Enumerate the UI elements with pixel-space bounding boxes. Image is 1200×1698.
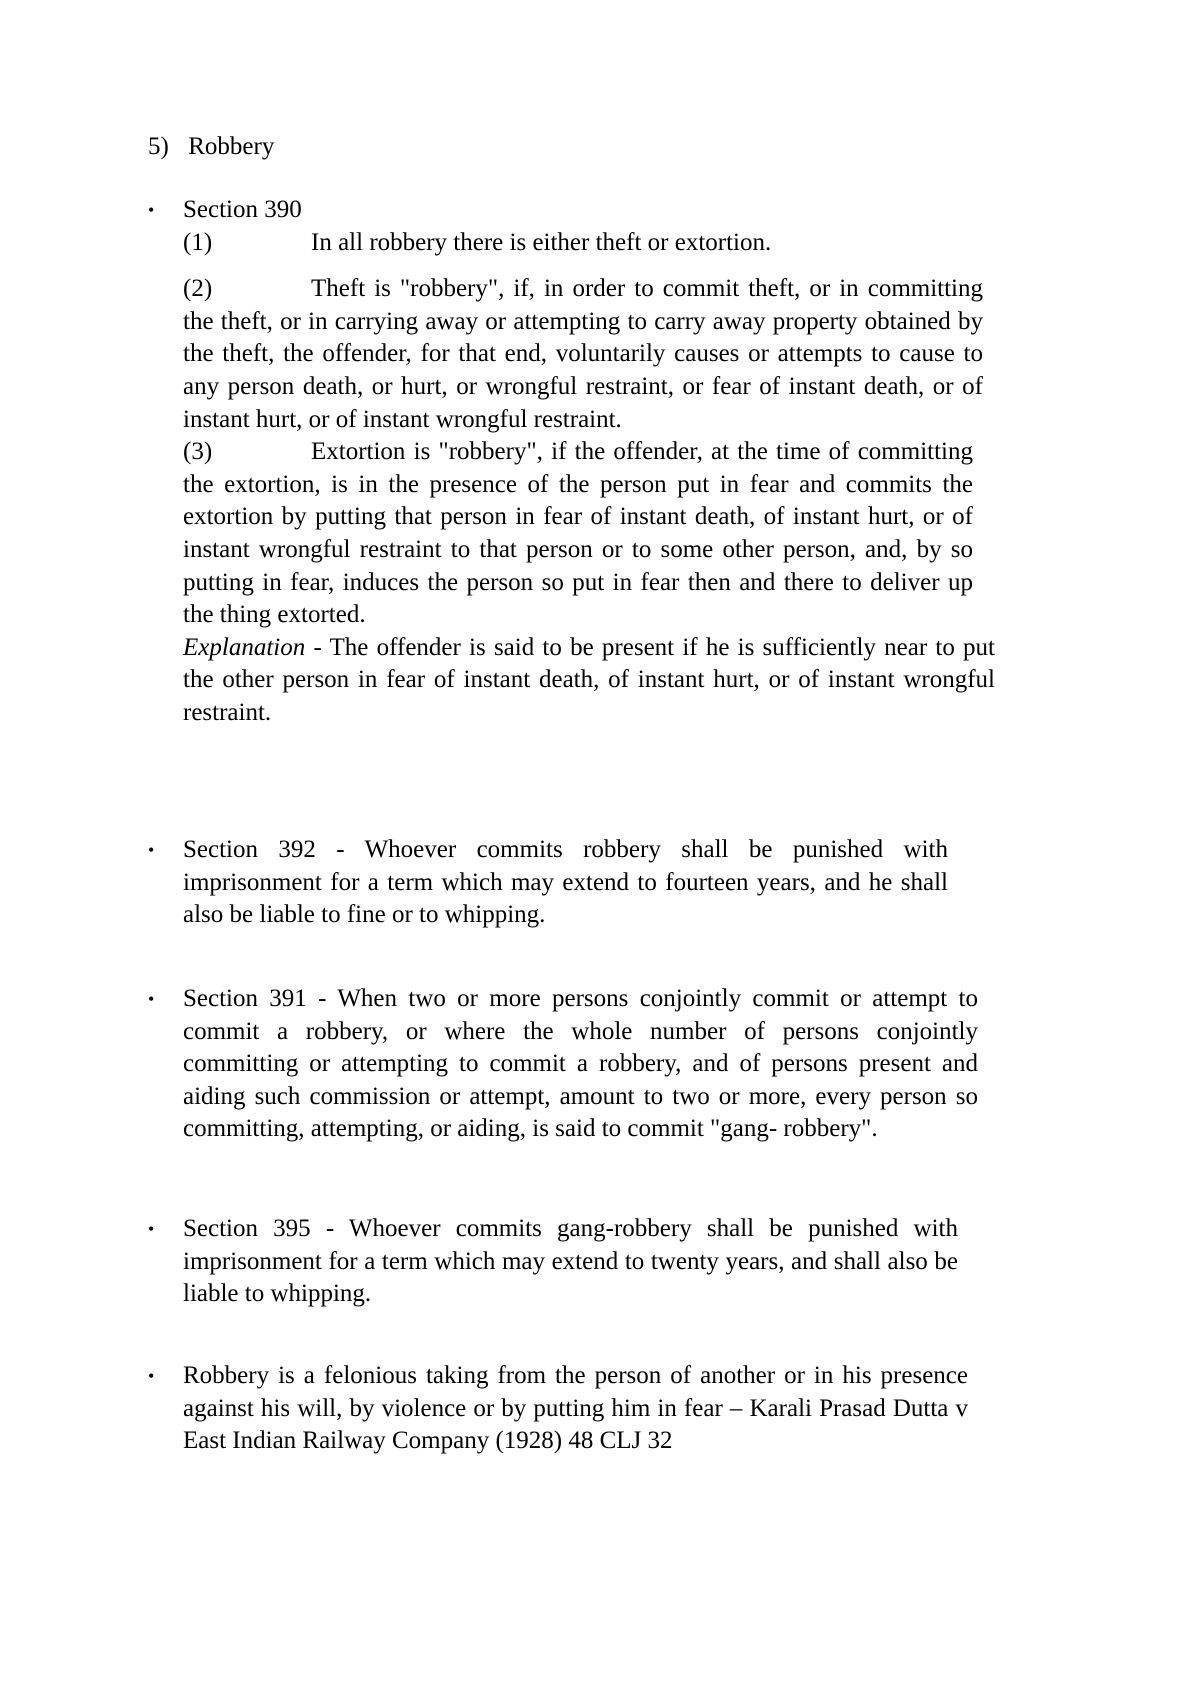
explanation-text: - The offender is said to be present if he is sufficiently near to put the other person in fear of instant death, of instant hurt, or of instant wrongful restraint. [183, 633, 995, 726]
section-391-text: Section 391 - When two or more persons conjointly commit or attempt to commit a robbery, or where the whole number of persons conjointly committing or attempting to commit a robbery, and of persons present and aiding such commission or attempt, amount to two or more, every person so committing, attempting, or aiding, is said to commit "gang- robbery". [183, 985, 978, 1143]
case-note-text: Robbery is a felonious taking from the person of another or in his presence against his will, by violence or by putting him in fear – Karali Prasad Dutta v East Indian Railway Company (1928) 48 CLJ 32 [183, 1362, 968, 1455]
bullet-icon: • [148, 200, 155, 220]
section-390-block [183, 194, 995, 730]
heading-number: 5) [148, 133, 169, 160]
clause-2-text: Theft is "robbery", if, in order to commit theft, or in committing the theft, or in carrying away or attempting to carry away property obtained by the theft, the offender, for that end, voluntarily causes or attempts to cause to any person death, or hurt, or wrongful restraint, or fear of instant death, or of instant hurt, or of instant wrongful restraint. [183, 275, 983, 433]
section-392-text: Section 392 - Whoever commits robbery shall be punished with imprisonment for a term which may extend to fourteen years, and he shall also be liable to fine or to whipping. [183, 836, 948, 929]
clause-3 [183, 436, 973, 632]
bullet-icon: • [148, 1219, 155, 1239]
clause-2-number: (2) [183, 275, 213, 303]
section-heading [148, 130, 274, 163]
bullet-icon: • [148, 1366, 155, 1386]
section-395-text: Section 395 - Whoever commits gang-robbery shall be punished with imprisonment for a term which may extend to twenty years, and shall also be liable to whipping. [183, 1215, 958, 1308]
section-390-title: Section 390 [183, 196, 302, 223]
heading-title: Robbery [188, 133, 275, 160]
clause-1 [183, 227, 983, 260]
clause-3-number: (3) [183, 438, 213, 466]
explanation [183, 632, 995, 730]
clause-1-number: (1) [183, 228, 213, 256]
clause-3-text: Extortion is "robbery", if the offender, at the time of committing the extortion, is in the presence of the person put in fear and commits the extortion by putting that person in fear of instant death, of instant hurt, or of instant wrongful restraint to that person or to some other person, and, by so putting in fear, induces the person so put in fear then and there to deliver up the thing extorted. [183, 438, 973, 629]
explanation-label: Explanation [183, 633, 306, 661]
clause-1-text: In all robbery there is either theft or extortion. [311, 228, 772, 256]
bullet-icon: • [148, 840, 155, 860]
clause-2 [183, 273, 983, 436]
bullet-icon: • [148, 989, 155, 1009]
